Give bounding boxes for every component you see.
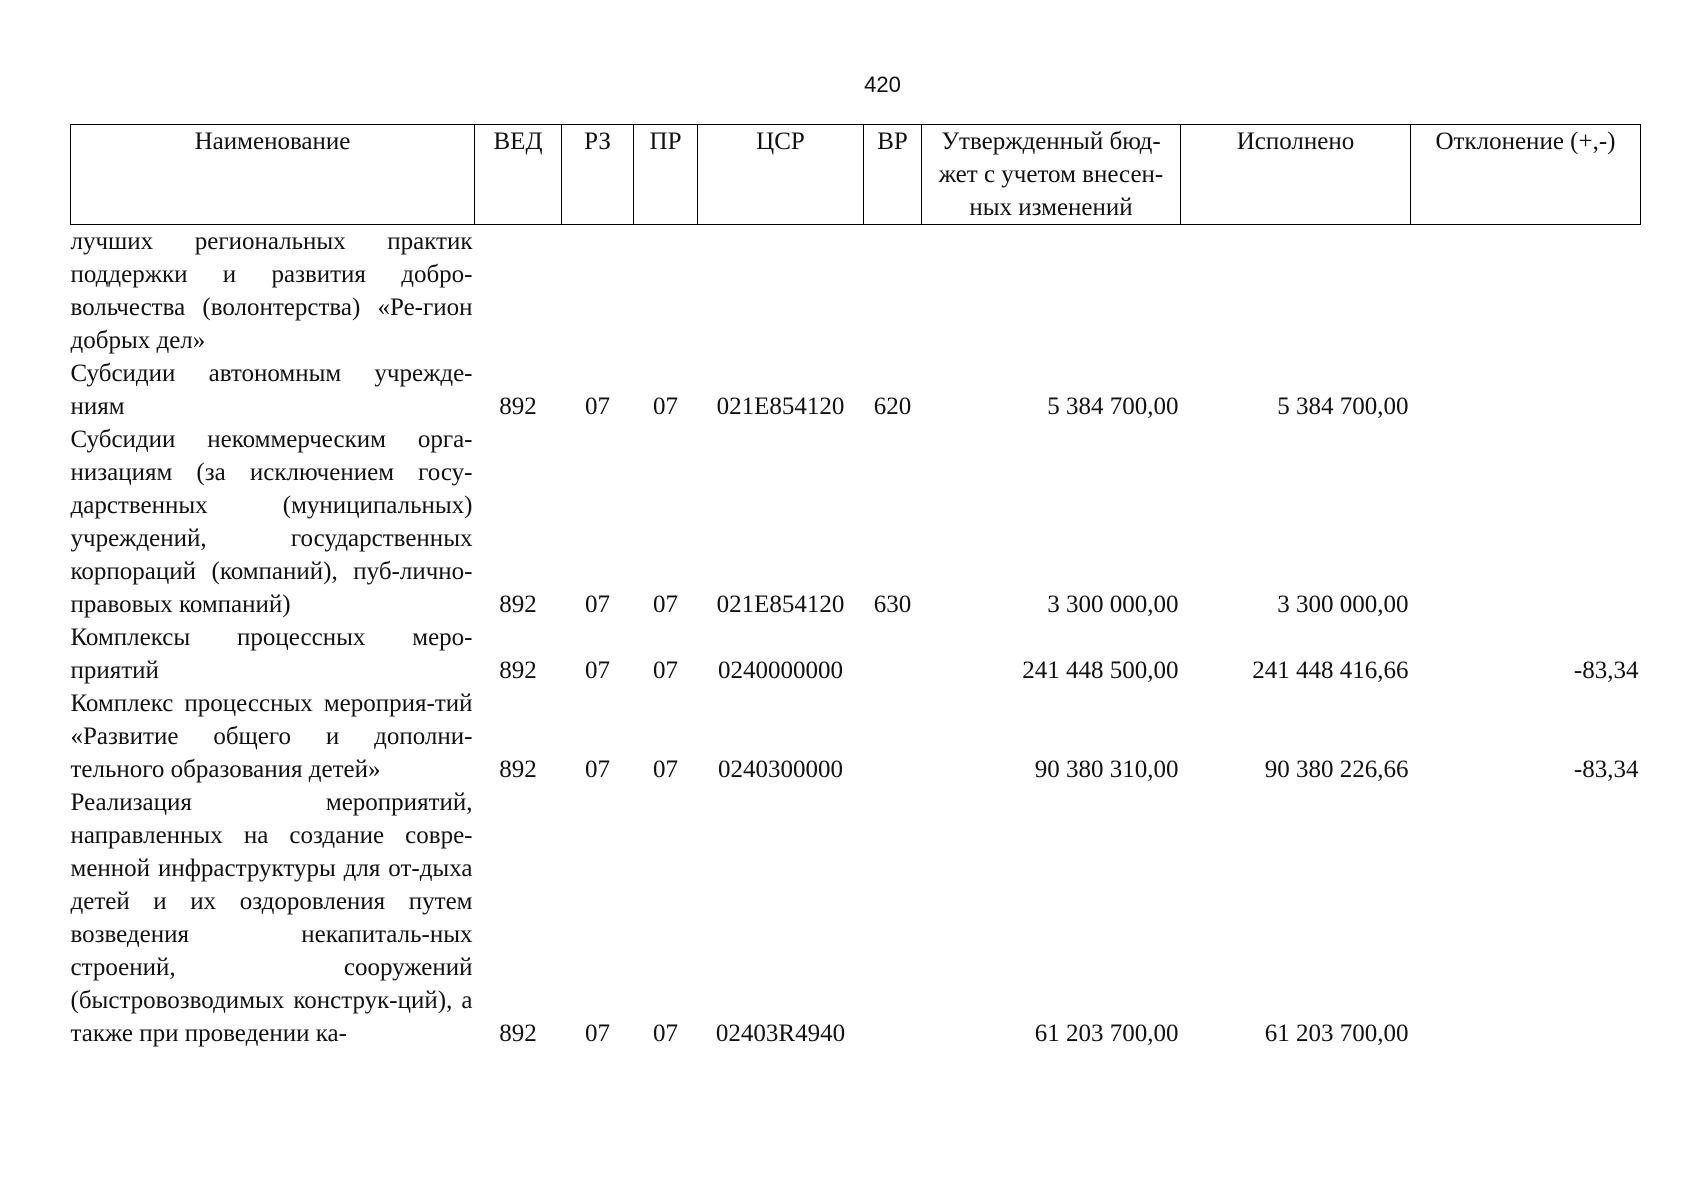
row-vr: [864, 687, 922, 786]
row-rz: 07: [585, 393, 610, 420]
row-executed: 61 203 700,00: [1264, 1020, 1409, 1047]
row-pr: 07: [653, 1020, 678, 1047]
header-rz: РЗ: [562, 125, 634, 225]
row-csr: 0240000000: [718, 657, 843, 684]
row-deviation: [1411, 423, 1641, 621]
row-vr: 630: [873, 591, 912, 618]
header-deviation: Отклонение (+,-): [1411, 125, 1641, 225]
row-deviation: [1411, 225, 1641, 358]
row-ved: [475, 225, 562, 358]
table-row: [71, 225, 1641, 358]
row-name: лучших региональных практик поддержки и развития добро-вольчества (волонтерства) «Ре-гион добрых дел»: [70, 228, 473, 354]
row-executed: 5 384 700,00: [1277, 393, 1409, 420]
row-ved: 892: [499, 1020, 537, 1047]
row-name: Комплексы процессных меро-приятий: [70, 624, 473, 684]
row-approved: [922, 225, 1181, 358]
row-csr: 02403R4940: [715, 1020, 846, 1047]
row-executed: 90 380 226,66: [1264, 756, 1409, 783]
header-pr: ПР: [634, 125, 698, 225]
row-vr: [864, 621, 922, 687]
row-name: Субсидии некоммерческим орга-низациям (за исключением госу-дарственных (муниципальных) учреждений, государственных корпораций (компаний), пуб-лично-правовых компаний): [70, 426, 473, 618]
row-rz: 07: [585, 1020, 610, 1047]
row-pr: 07: [653, 657, 678, 684]
row-deviation: [1411, 786, 1641, 1050]
row-approved: 5 384 700,00: [1047, 393, 1179, 420]
row-name: Субсидии автономным учрежде-ниям: [70, 360, 473, 420]
budget-table: [70, 124, 1641, 1050]
row-deviation: -83,34: [1573, 756, 1639, 783]
row-executed: 3 300 000,00: [1277, 591, 1409, 618]
table-row: [71, 357, 1641, 423]
row-rz: 07: [585, 756, 610, 783]
row-csr: 021E854120: [716, 393, 845, 420]
row-csr: 021E854120: [716, 591, 845, 618]
row-pr: 07: [653, 393, 678, 420]
row-approved: 3 300 000,00: [1047, 591, 1179, 618]
page-number: 420: [864, 72, 901, 97]
row-csr: 0240300000: [718, 756, 843, 783]
row-pr: 07: [653, 591, 678, 618]
row-rz: 07: [585, 591, 610, 618]
row-name: Комплекс процессных мероприя-тий «Развитие общего и дополни-тельного образования детей»: [70, 690, 473, 783]
table-row: [71, 621, 1641, 687]
row-vr: 620: [873, 393, 912, 420]
row-ved: 892: [499, 657, 537, 684]
header-vr: ВР: [864, 125, 922, 225]
row-rz: [562, 225, 634, 358]
header-approved-budget: Утвержденный бюд-жет с учетом внесен-ных изменений: [922, 125, 1181, 225]
row-vr: [864, 225, 922, 358]
row-approved: 61 203 700,00: [1034, 1020, 1179, 1047]
row-approved: 90 380 310,00: [1034, 756, 1179, 783]
header-name: Наименование: [71, 125, 475, 225]
row-name: Реализация мероприятий, направленных на создание совре-менной инфраструктуры для от-дыха детей и их оздоровления путем возведения некапиталь-ных строений, сооружений (быстровозводимых конструк-ций), а также при проведении ка-: [70, 789, 473, 1047]
row-ved: 892: [499, 393, 537, 420]
row-executed: [1181, 225, 1411, 358]
row-pr: [634, 225, 698, 358]
row-rz: 07: [585, 657, 610, 684]
header-csr: ЦСР: [698, 125, 864, 225]
row-ved: 892: [499, 756, 537, 783]
row-executed: 241 448 416,66: [1252, 657, 1409, 684]
row-vr: [864, 786, 922, 1050]
header-executed: Исполнено: [1181, 125, 1411, 225]
row-deviation: [1411, 357, 1641, 423]
header-ved: ВЕД: [475, 125, 562, 225]
row-ved: 892: [499, 591, 537, 618]
table-row: [71, 786, 1641, 1050]
row-pr: 07: [653, 756, 678, 783]
row-approved: 241 448 500,00: [1022, 657, 1179, 684]
row-deviation: -83,34: [1573, 657, 1639, 684]
table-row: [71, 687, 1641, 786]
table-row: [71, 423, 1641, 621]
table-header-row: [71, 125, 1641, 225]
row-csr: [698, 225, 864, 358]
